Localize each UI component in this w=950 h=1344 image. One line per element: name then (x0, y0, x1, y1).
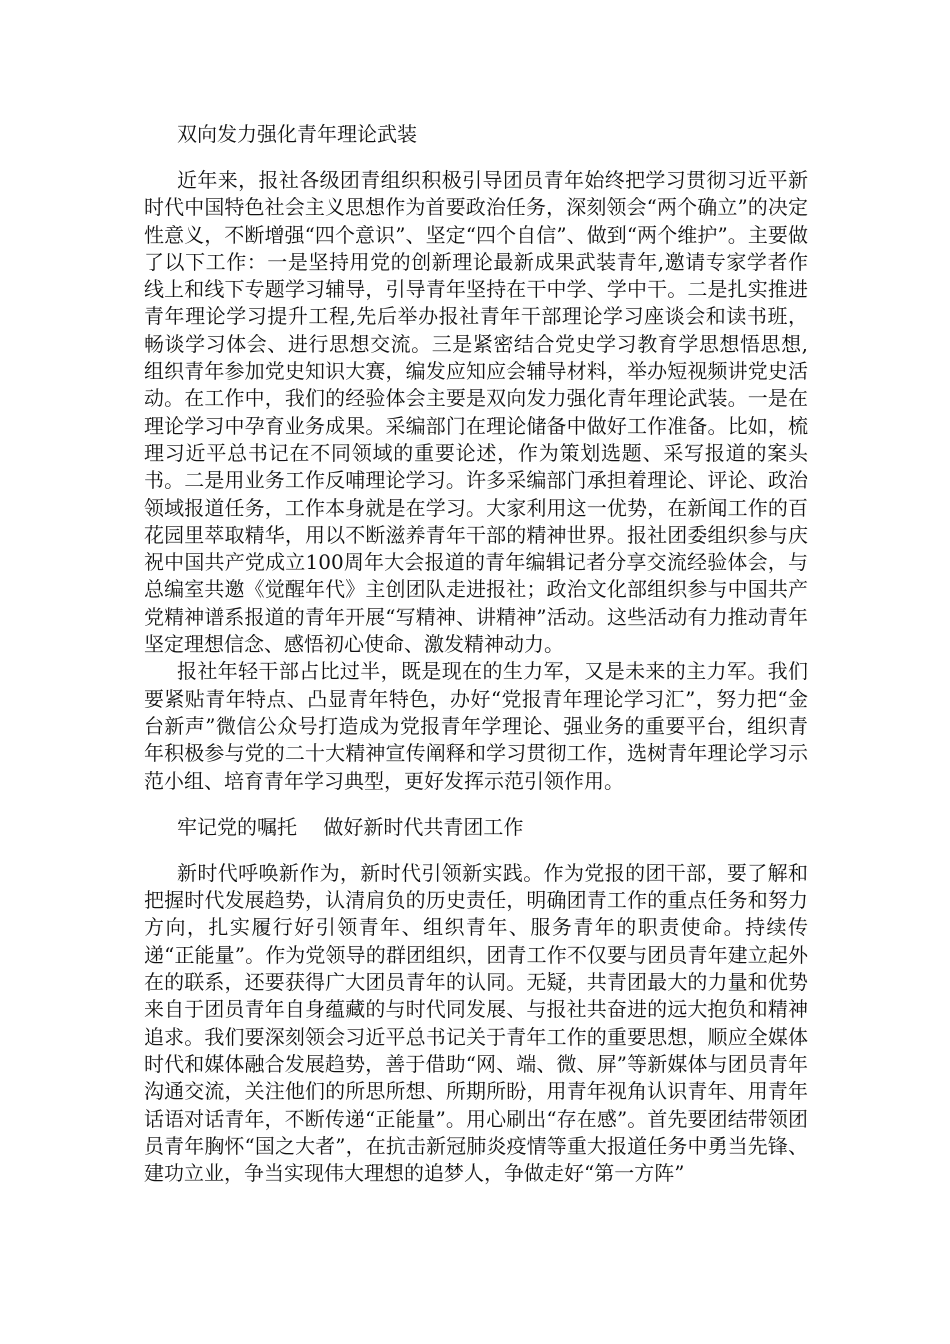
section-heading-2: 牢记党的嘱托 做好新时代共青团工作 (177, 814, 524, 839)
document-page (144, 118, 808, 1187)
body-paragraph-1: 近年来，报社各级团青组织积极引导团员青年始终把学习贯彻习近平新时代中国特色社会主义思想作为首要政治任务，深刻领会“两个确立”的决定性意义，不断增强“四个意识”、坚定“四个自信”、做到“两个维护”。主要做了以下工作：一是坚持用党的创新理论最新成果武装青年,邀请专家学者作线上和线下专题学习辅导，引导青年坚持在干中学、学中干。二是扎实推进青年理论学习提升工程,先后举办报社青年干部理论学习座谈会和读书班，畅谈学习体会、进行思想交流。三是紧密结合党史学习教育学思想悟思想,组织青年参加党史知识大赛，编发应知应会辅导材料，举办短视频讲党史活动。在工作中，我们的经验体会主要是双向发力强化青年理论武装。一是在理论学习中孕育业务成果。采编部门在理论储备中做好工作准备。比如，梳理习近平总书记在不同领域的重要论述，作为策划选题、采写报道的案头书。二是用业务工作反哺理论学习。许多采编部门承担着理论、评论、政治领域报道任务，工作本身就是在学习。大家利用这一优势，在新闻工作的百花园里萃取精华，用以不断滋养青年干部的精神世界。报社团委组织参与庆祝中国共产党成立100周年大会报道的青年编辑记者分享交流经验体会，与总编室共邀《觉醒年代》主创团队走进报社；政治文化部组织参与中国共产党精神谱系报道的青年开展“写精神、讲精神”活动。这些活动有力推动青年坚定理想信念、感悟初心使命、激发精神动力。 (144, 168, 808, 657)
section-heading-1: 双向发力强化青年理论武装 (177, 122, 417, 146)
body-paragraph-2: 报社年轻干部占比过半，既是现在的生力军，又是未来的主力军。我们要紧贴青年特点、凸显青年特色，办好“党报青年理论学习汇”，努力把“金台新声”微信公众号打造成为党报青年学理论、强业务的重要平台，组织青年积极参与党的二十大精神宣传阐释和学习贯彻工作，选树青年理论学习示范小组、培育青年学习典型，更好发挥示范引领作用。 (144, 659, 808, 793)
body-paragraph-3: 新时代呼唤新作为，新时代引领新实践。作为党报的团干部，要了解和把握时代发展趋势，认清肩负的历史责任，明确团青工作的重点任务和努力方向，扎实履行好引领青年、组织青年、服务青年的职责使命。持续传递“正能量”。作为党领导的群团组织，团青工作不仅要与团员青年建立起外在的联系，还要获得广大团员青年的认同。无疑，共青团最大的力量和优势来自于团员青年自身蕴藏的与时代同发展、与报社共奋进的远大抱负和精神追求。我们要深刻领会习近平总书记关于青年工作的重要思想，顺应全媒体时代和媒体融合发展趋势，善于借助“网、端、微、屏”等新媒体与团员青年沟通交流，关注他们的所思所想、所期所盼，用青年视角认识青年、用青年话语对话青年，不断传递“正能量”。用心刷出“存在感”。首先要团结带领团员青年胸怀“国之大者”，在抗击新冠肺炎疫情等重大报道任务中勇当先锋、建功立业，争当实现伟大理想的追梦人，争做走好“第一方阵” (144, 860, 808, 1186)
